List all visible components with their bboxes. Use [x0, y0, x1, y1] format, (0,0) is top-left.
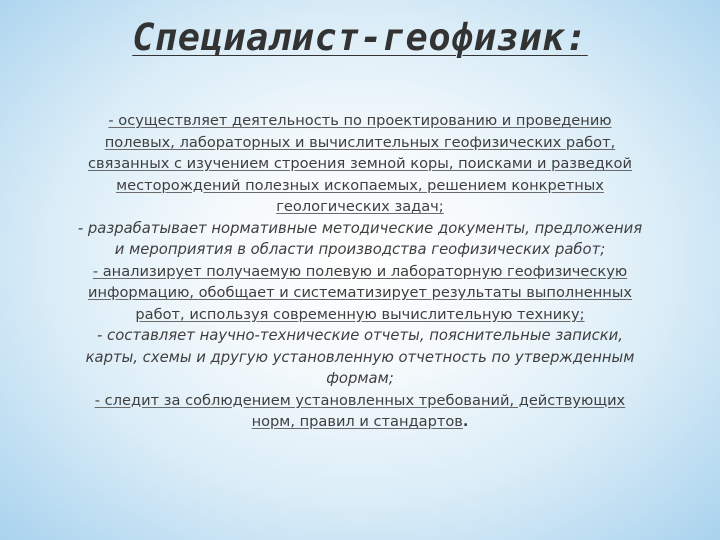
- slide-title: Специалист-геофизик:: [132, 16, 588, 59]
- duty-item-compliance-end: .: [462, 413, 469, 430]
- duty-item-reports: - составляет научно-технические отчеты, пояснительные записки, карты, схемы и другую установленную отчетность по утвержденным формам;: [85, 327, 635, 387]
- duty-item-compliance: [72, 390, 648, 433]
- duties-list: [72, 110, 648, 433]
- duty-item-compliance-text: - следит за соблюдением установленных требований, действующих норм, правил и стандартов: [94, 391, 626, 430]
- duty-item-documents: - разрабатывает нормативные методические документы, предложения и мероприятия в области производства геофизических работ;: [77, 219, 643, 258]
- duty-item-analysis: - анализирует получаемую полевую и лабораторную геофизическую информацию, обобщает и систематизирует результаты выполненных работ, используя современную вычислительную технику;: [88, 262, 632, 323]
- duty-item-design: - осуществляет деятельность по проектированию и проведению полевых, лабораторных и вычислительных геофизических работ, связанных с изучением строения земной коры, поисками и разведкой месторождений полезных ископаемых, решением конкретных геологических задач;: [88, 112, 632, 215]
